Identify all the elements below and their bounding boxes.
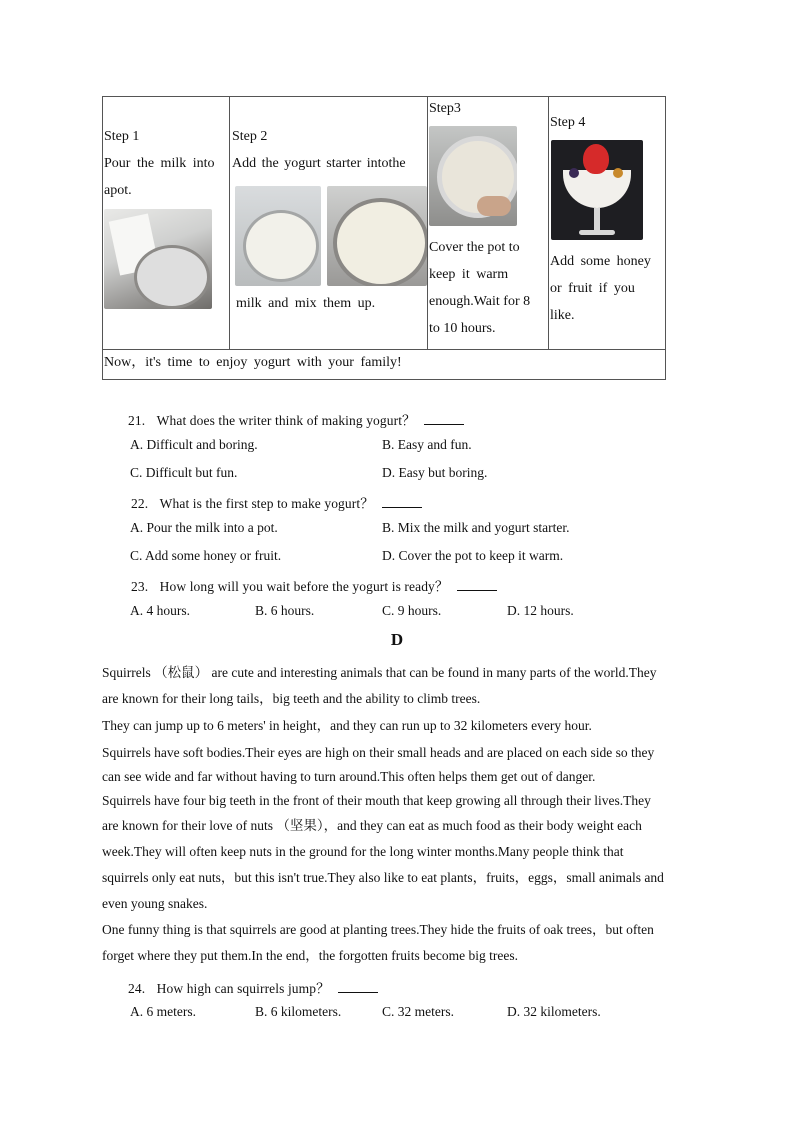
step-3-text [429,234,547,342]
strawberry-shape [583,144,609,174]
step-4-text-line: like. [550,308,575,323]
section-heading: D [390,630,404,649]
question-number: 23. [131,579,149,594]
step-4-text-line: or fruit if you [550,281,635,296]
berry-shape [569,168,579,178]
nut-shape [613,168,623,178]
passage [102,660,692,969]
step-2-text-line: Add the yogurt starter intothe [232,156,406,171]
step-3-text-line: keep it warm [429,267,509,282]
answer-blank[interactable] [457,580,497,591]
option-22-c[interactable]: C. Add some honey or fruit. [130,548,282,563]
question-22 [131,492,422,512]
passage-line: are known for their long tails，big teeth and the ability to climb trees. [102,691,481,706]
option-23-d[interactable]: D. 12 hours. [507,603,574,618]
step-1-text-line: apot. [104,183,132,198]
step-2-cell [232,123,426,177]
option-24-a[interactable]: A. 6 meters. [130,1004,196,1019]
step-2-after [236,290,426,317]
question-21 [128,409,464,429]
step-1-cell [104,123,228,204]
option-21-b[interactable]: B. Easy and fun. [382,437,472,452]
answer-blank[interactable] [424,414,464,425]
step-3-cell [429,95,547,122]
question-text: How long will you wait before the yogurt is ready？ [159,579,449,594]
step-4-cell [550,109,666,136]
step-4-text-line: Add some honey [550,254,651,269]
step-4-photo [551,140,643,240]
step-3-title: Step3 [429,101,461,116]
step-3-text-line: enough.Wait for 8 [429,294,531,309]
column-divider [427,97,428,349]
answer-blank[interactable] [338,982,378,993]
question-24 [128,977,378,997]
bowl-shape [243,210,319,282]
pot-shape [134,245,210,309]
step-2-title: Step 2 [232,129,268,144]
option-24-d[interactable]: D. 32 kilometers. [507,1004,601,1019]
step-4-title: Step 4 [550,115,586,130]
option-24-b[interactable]: B. 6 kilometers. [255,1004,342,1019]
column-divider [548,97,549,349]
step-3-text-line: to 10 hours. [429,321,496,336]
option-23-b[interactable]: B. 6 hours. [255,603,315,618]
option-21-d[interactable]: D. Easy but boring. [382,465,488,480]
option-22-b[interactable]: B. Mix the milk and yogurt starter. [382,520,570,535]
glass-base-shape [579,230,615,235]
question-text: What does the writer think of making yogurt？ [156,413,416,428]
passage-line: forget where they put them.In the end，the forgotten fruits become big trees. [102,948,519,963]
passage-line: squirrels only eat nuts，but this isn't true.They also like to eat plants，fruits，eggs，small animals and [102,870,664,885]
passage-line: Squirrels have four big teeth in the front of their mouth that keep growing all through their lives.They [102,793,651,808]
passage-line: week.They will often keep nuts in the ground for the long winter months.Many people think that [102,844,624,859]
step-3-text-line: Cover the pot to [429,240,520,255]
step-1-title: Step 1 [104,129,140,144]
step-3-photo [429,126,517,226]
passage-line: even young snakes. [102,896,208,911]
mixing-pot-shape [333,198,427,286]
passage-line: Squirrels have soft bodies.Their eyes are high on their small heads and are placed on each side so they [102,745,655,760]
glass-stem-shape [594,208,600,230]
hand-shape [477,196,511,216]
question-number: 21. [128,413,146,428]
question-number: 22. [131,496,149,511]
step-1-photo [104,209,212,309]
passage-line: can see wide and far without having to turn around.This often helps them get out of danger. [102,769,596,784]
passage-line: Squirrels （松鼠） are cute and interesting animals that can be found in many parts of the world.They [102,665,657,680]
option-21-c[interactable]: C. Difficult but fun. [130,465,238,480]
option-23-a[interactable]: A. 4 hours. [130,603,190,618]
step-1-text-line: Pour the milk into [104,156,215,171]
option-22-d[interactable]: D. Cover the pot to keep it warm. [382,548,564,563]
option-24-c[interactable]: C. 32 meters. [382,1004,454,1019]
passage-line: One funny thing is that squirrels are good at planting trees.They hide the fruits of oak trees，but often [102,922,654,937]
question-23 [131,575,497,595]
option-22-a[interactable]: A. Pour the milk into a pot. [130,520,278,535]
step-2-photo-b [327,186,427,286]
column-divider [229,97,230,349]
question-text: What is the first step to make yogurt？ [159,496,374,511]
answer-blank[interactable] [382,497,422,508]
steps-table [102,96,666,380]
option-21-a[interactable]: A. Difficult and boring. [130,437,258,452]
enjoy-row: Now，it's time to enjoy yogurt with your family! [104,355,402,370]
passage-line: They can jump up to 6 meters' in height，and they can run up to 32 kilometers every hour. [102,718,592,733]
step-2-text-line: milk and mix them up. [236,296,376,311]
question-number: 24. [128,981,146,996]
step-4-text [550,248,666,329]
step-2-photo-a [235,186,321,286]
option-23-c[interactable]: C. 9 hours. [382,603,442,618]
question-text: How high can squirrels jump？ [156,981,330,996]
passage-line: are known for their love of nuts （坚果），and they can eat as much food as their body weight each [102,818,642,833]
